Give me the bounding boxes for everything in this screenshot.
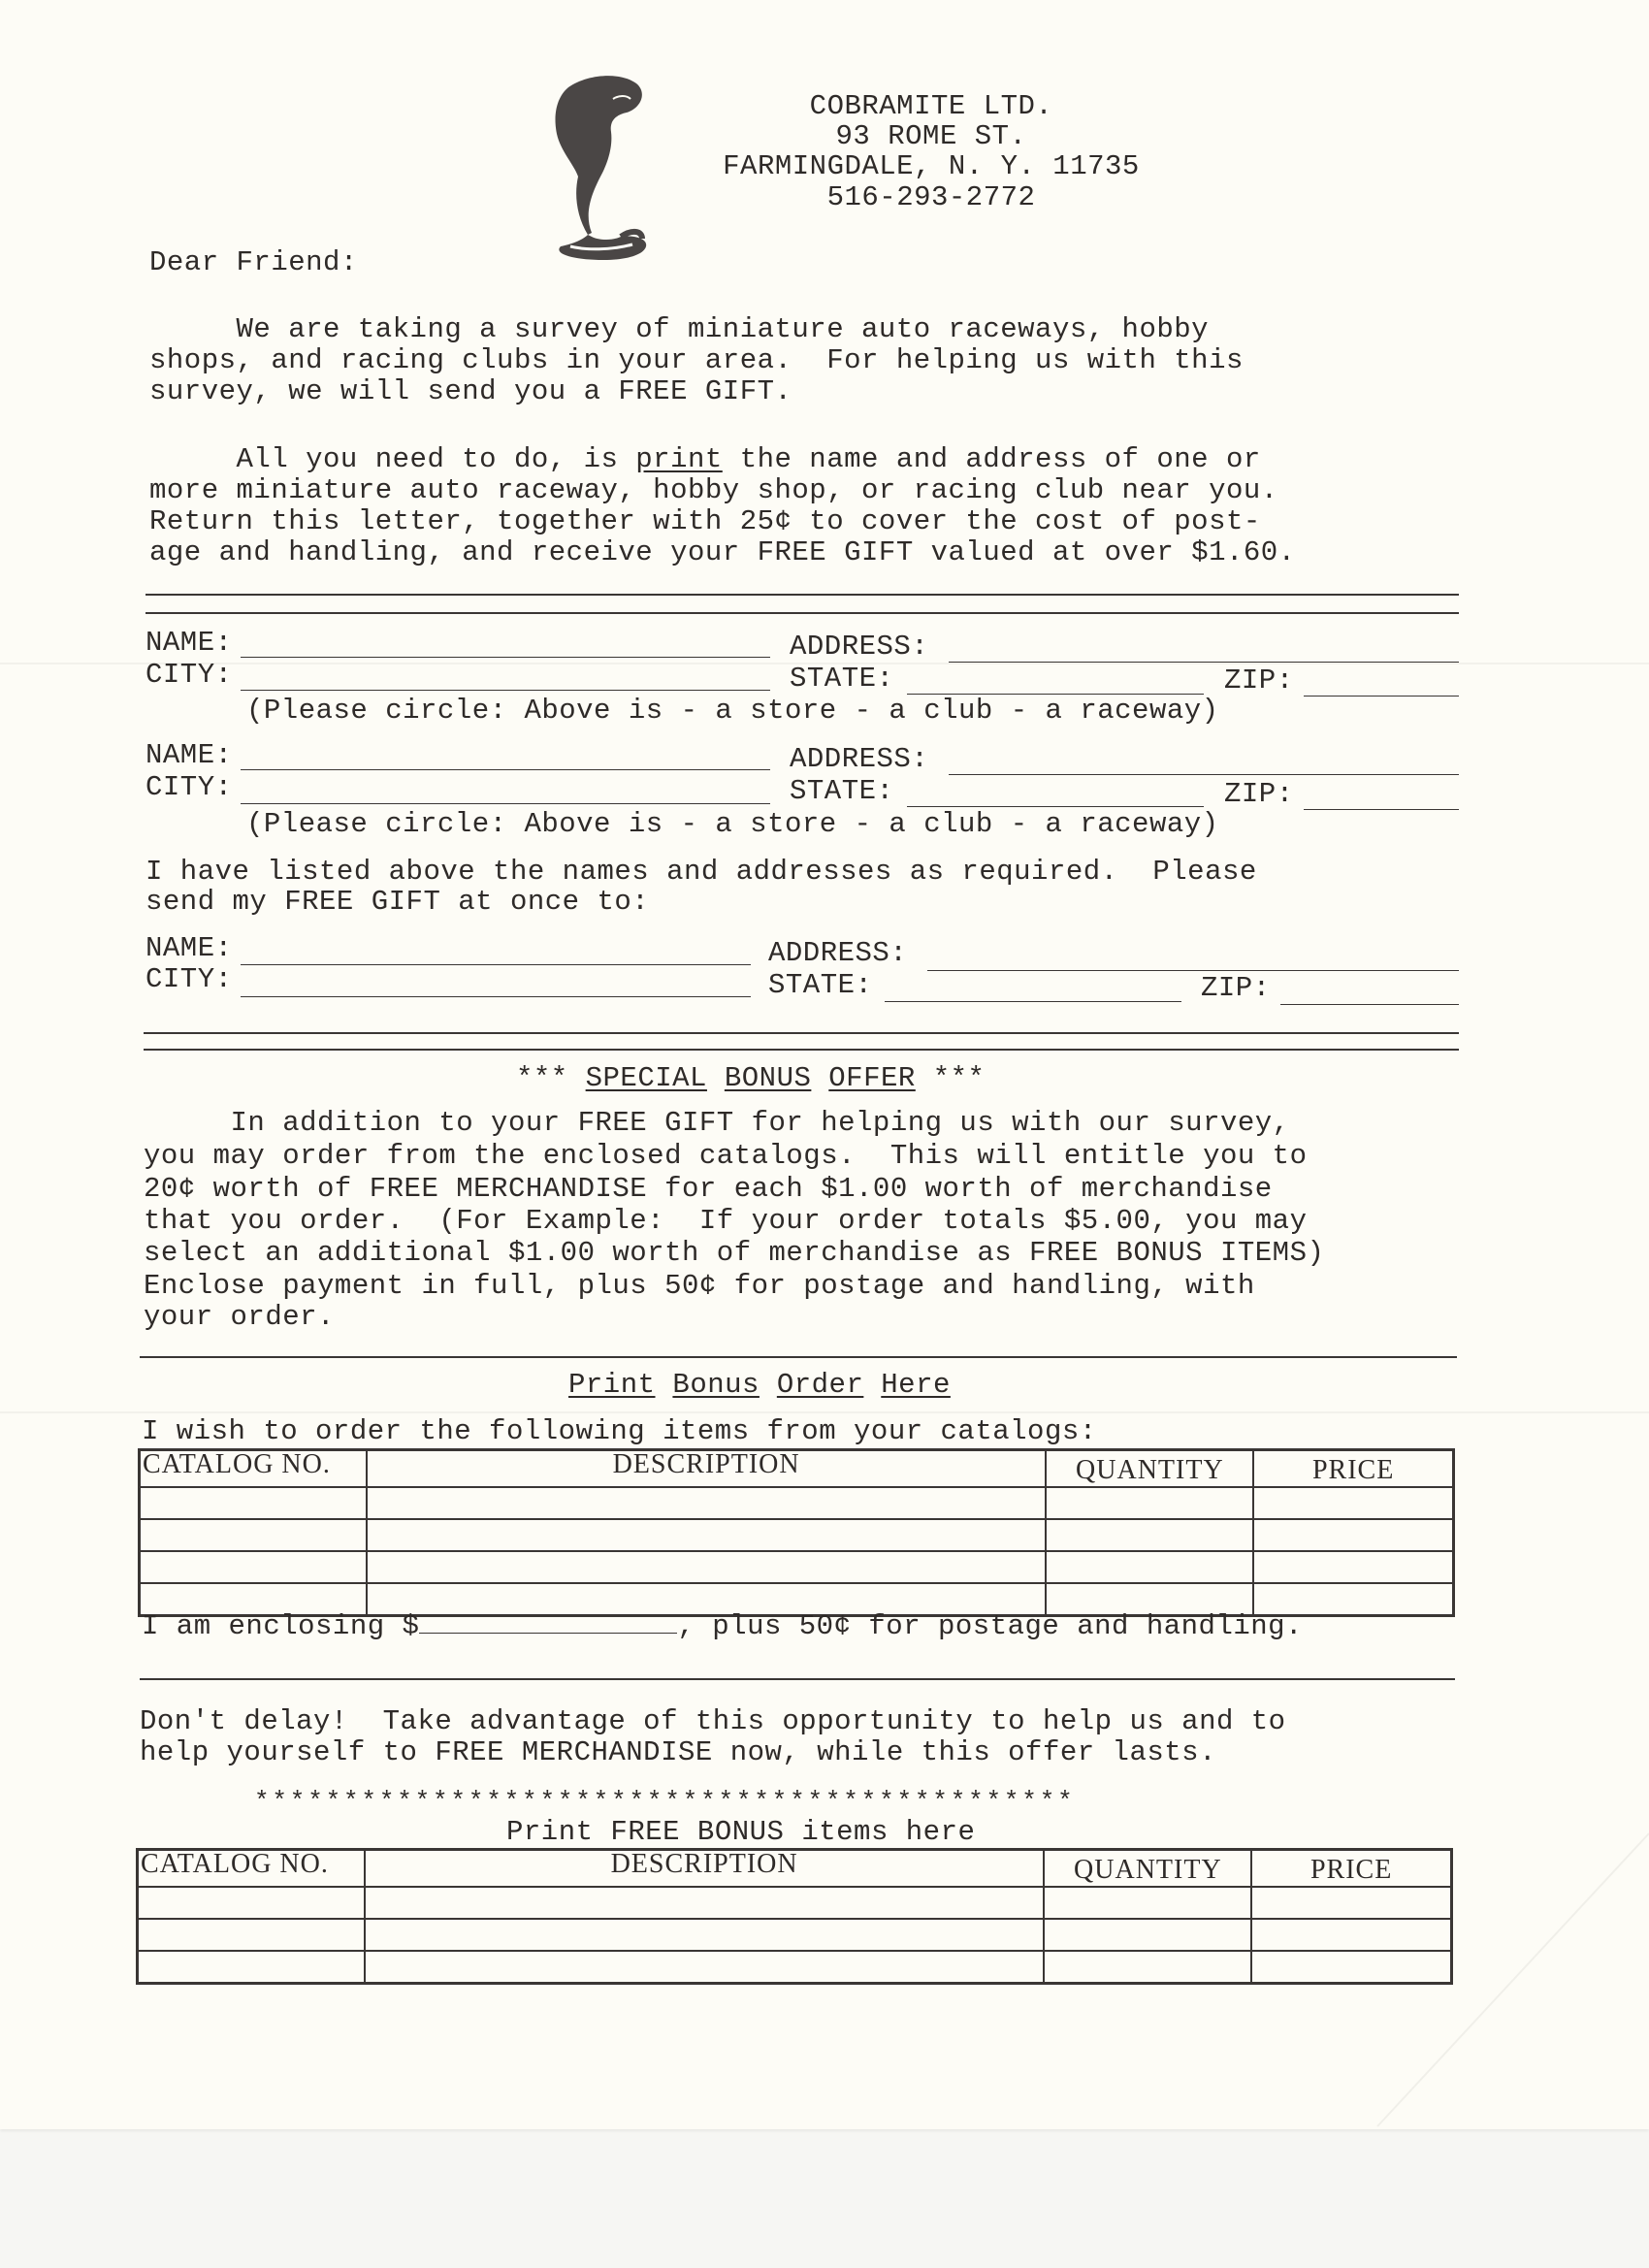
zip-field[interactable]	[1280, 1004, 1459, 1005]
table-cell[interactable]	[140, 1551, 367, 1583]
order-heading-word: Here	[881, 1369, 951, 1401]
stars-text: ***	[516, 1062, 568, 1094]
name-field[interactable]	[241, 964, 751, 965]
enclosing-amount-field[interactable]	[419, 1609, 677, 1634]
instruction-text: the name and address of one or	[722, 443, 1261, 475]
divider-line	[140, 1678, 1455, 1680]
instruction-line: age and handling, and receive your FREE GIFT valued at over $1.60.	[149, 536, 1296, 568]
address-label: ADDRESS:	[790, 743, 929, 775]
free-items-heading: Print FREE BONUS items here	[506, 1816, 976, 1848]
city-field[interactable]	[241, 690, 770, 691]
zip-label: ZIP:	[1224, 778, 1294, 810]
order-heading-word: Order	[776, 1369, 864, 1401]
address-field[interactable]	[949, 774, 1459, 775]
instruction-line: Return this letter, together with 25¢ to cover the cost of post-	[149, 505, 1261, 537]
catalog-no-header: CATALOG NO.	[140, 1450, 367, 1488]
table-cell[interactable]	[367, 1551, 1047, 1583]
fold-crease	[0, 1411, 1649, 1413]
table-cell[interactable]	[138, 1951, 365, 1984]
free-items-table	[136, 1848, 1453, 1985]
state-label: STATE:	[768, 969, 873, 1001]
table-header-row	[138, 1850, 1452, 1888]
catalog-no-header: CATALOG NO.	[138, 1850, 365, 1888]
city-field[interactable]	[241, 996, 751, 997]
state-field[interactable]	[885, 1001, 1181, 1002]
circle-note: (Please circle: Above is - a store - a club - a raceway)	[246, 695, 1219, 727]
description-header: DESCRIPTION	[365, 1850, 1045, 1888]
state-field[interactable]	[907, 806, 1204, 807]
zip-field[interactable]	[1304, 809, 1459, 810]
address-field[interactable]	[927, 970, 1459, 971]
bonus-heading-word: SPECIAL	[585, 1062, 707, 1094]
bonus-line: that you order. (For Example: If your order totals $5.00, you may	[144, 1205, 1308, 1237]
instruction-line	[149, 443, 1261, 475]
address-field[interactable]	[949, 662, 1459, 663]
table-cell[interactable]	[138, 1887, 365, 1919]
table-cell[interactable]	[1253, 1519, 1453, 1551]
bonus-line: 20¢ worth of FREE MERCHANDISE for each $1.00 worth of merchandise	[144, 1173, 1273, 1205]
price-header: PRICE	[1251, 1850, 1451, 1888]
table-row[interactable]	[140, 1519, 1454, 1551]
order-heading-word: Print	[568, 1369, 656, 1401]
company-name: COBRAMITE LTD.	[809, 90, 1053, 122]
bonus-heading-word: BONUS	[724, 1062, 812, 1094]
intro-line: We are taking a survey of miniature auto raceways, hobby	[149, 313, 1210, 345]
quantity-header: QUANTITY	[1044, 1850, 1251, 1888]
stars-text: ***	[932, 1062, 986, 1094]
order-heading-word: Bonus	[672, 1369, 760, 1401]
instruction-line: more miniature auto raceway, hobby shop, or racing club near you.	[149, 474, 1278, 506]
table-cell[interactable]	[1046, 1551, 1253, 1583]
divider-line	[146, 612, 1459, 614]
closing-line: Don't delay! Take advantage of this opportunity to help us and to	[140, 1705, 1286, 1737]
table-cell[interactable]	[140, 1519, 367, 1551]
bonus-line: your order.	[144, 1301, 335, 1333]
zip-field[interactable]	[1304, 696, 1459, 697]
bonus-line: select an additional $1.00 worth of merchandise as FREE BONUS ITEMS)	[144, 1237, 1325, 1269]
table-row[interactable]	[138, 1951, 1452, 1984]
enclosing-text: I am enclosing $	[142, 1610, 420, 1642]
bonus-line: In addition to your FREE GIFT for helping us with our survey,	[144, 1107, 1290, 1139]
bonus-line: Enclose payment in full, plus 50¢ for postage and handling, with	[144, 1270, 1255, 1302]
city-label: CITY:	[146, 659, 233, 691]
print-emphasis: print	[635, 443, 723, 475]
intro-line: shops, and racing clubs in your area. For helping us with this	[149, 344, 1244, 376]
zip-label: ZIP:	[1201, 972, 1271, 1004]
bonus-order-table	[138, 1448, 1455, 1617]
enclosing-text: , plus 50¢ for postage and handling.	[677, 1610, 1303, 1642]
divider-line	[144, 1049, 1459, 1051]
bonus-heading	[516, 1062, 985, 1094]
cobra-logo-icon	[532, 70, 658, 264]
table-cell[interactable]	[1044, 1951, 1251, 1984]
name-field[interactable]	[241, 657, 770, 658]
table-row[interactable]	[140, 1487, 1454, 1519]
company-street: 93 ROME ST.	[835, 120, 1027, 152]
state-label: STATE:	[790, 663, 894, 695]
order-heading	[568, 1369, 951, 1401]
divider-line	[144, 1032, 1459, 1034]
table-cell[interactable]	[365, 1919, 1045, 1951]
description-header: DESCRIPTION	[367, 1450, 1047, 1488]
table-row[interactable]	[138, 1919, 1452, 1951]
star-row: **********************************************	[254, 1787, 1076, 1816]
table-cell[interactable]	[1044, 1919, 1251, 1951]
table-cell[interactable]	[1044, 1887, 1251, 1919]
address-label: ADDRESS:	[768, 937, 908, 969]
table-cell[interactable]	[365, 1887, 1045, 1919]
circle-note: (Please circle: Above is - a store - a club - a raceway)	[246, 808, 1219, 840]
instruction-text: All you need to do, is	[149, 443, 636, 475]
bonus-heading-word: OFFER	[828, 1062, 916, 1094]
salutation: Dear Friend:	[149, 246, 358, 278]
table-row[interactable]	[138, 1887, 1452, 1919]
city-field[interactable]	[241, 803, 770, 804]
table-cell[interactable]	[367, 1519, 1047, 1551]
order-wish: I wish to order the following items from your catalogs:	[142, 1415, 1097, 1447]
company-city: FARMINGDALE, N. Y. 11735	[723, 150, 1140, 182]
company-phone: 516-293-2772	[826, 181, 1036, 213]
table-cell[interactable]	[1046, 1519, 1253, 1551]
table-cell[interactable]	[1046, 1487, 1253, 1519]
table-cell[interactable]	[1253, 1487, 1453, 1519]
closing-line: help yourself to FREE MERCHANDISE now, while this offer lasts.	[140, 1736, 1216, 1768]
table-header-row	[140, 1450, 1454, 1488]
city-label: CITY:	[146, 771, 233, 803]
listed-line: send my FREE GIFT at once to:	[146, 886, 650, 918]
name-label: NAME:	[146, 627, 233, 659]
bonus-line: you may order from the enclosed catalogs. This will entitle you to	[144, 1140, 1308, 1172]
listed-line: I have listed above the names and addresses as required. Please	[146, 856, 1257, 888]
page-crease-mark	[1358, 1824, 1649, 2134]
name-field[interactable]	[241, 769, 770, 770]
divider-line	[140, 1356, 1457, 1358]
divider-line	[146, 594, 1459, 596]
zip-label: ZIP:	[1224, 664, 1294, 697]
state-label: STATE:	[790, 775, 894, 807]
table-cell[interactable]	[140, 1487, 367, 1519]
name-label: NAME:	[146, 932, 233, 964]
enclosing-line	[142, 1609, 1303, 1642]
intro-line: survey, we will send you a FREE GIFT.	[149, 375, 792, 407]
name-label: NAME:	[146, 739, 233, 771]
table-row[interactable]	[140, 1551, 1454, 1583]
quantity-header: QUANTITY	[1046, 1450, 1253, 1488]
city-label: CITY:	[146, 963, 233, 995]
table-cell[interactable]	[1253, 1551, 1453, 1583]
price-header: PRICE	[1253, 1450, 1453, 1488]
table-cell[interactable]	[365, 1951, 1045, 1984]
address-label: ADDRESS:	[790, 631, 929, 663]
table-cell[interactable]	[138, 1919, 365, 1951]
table-cell[interactable]	[367, 1487, 1047, 1519]
